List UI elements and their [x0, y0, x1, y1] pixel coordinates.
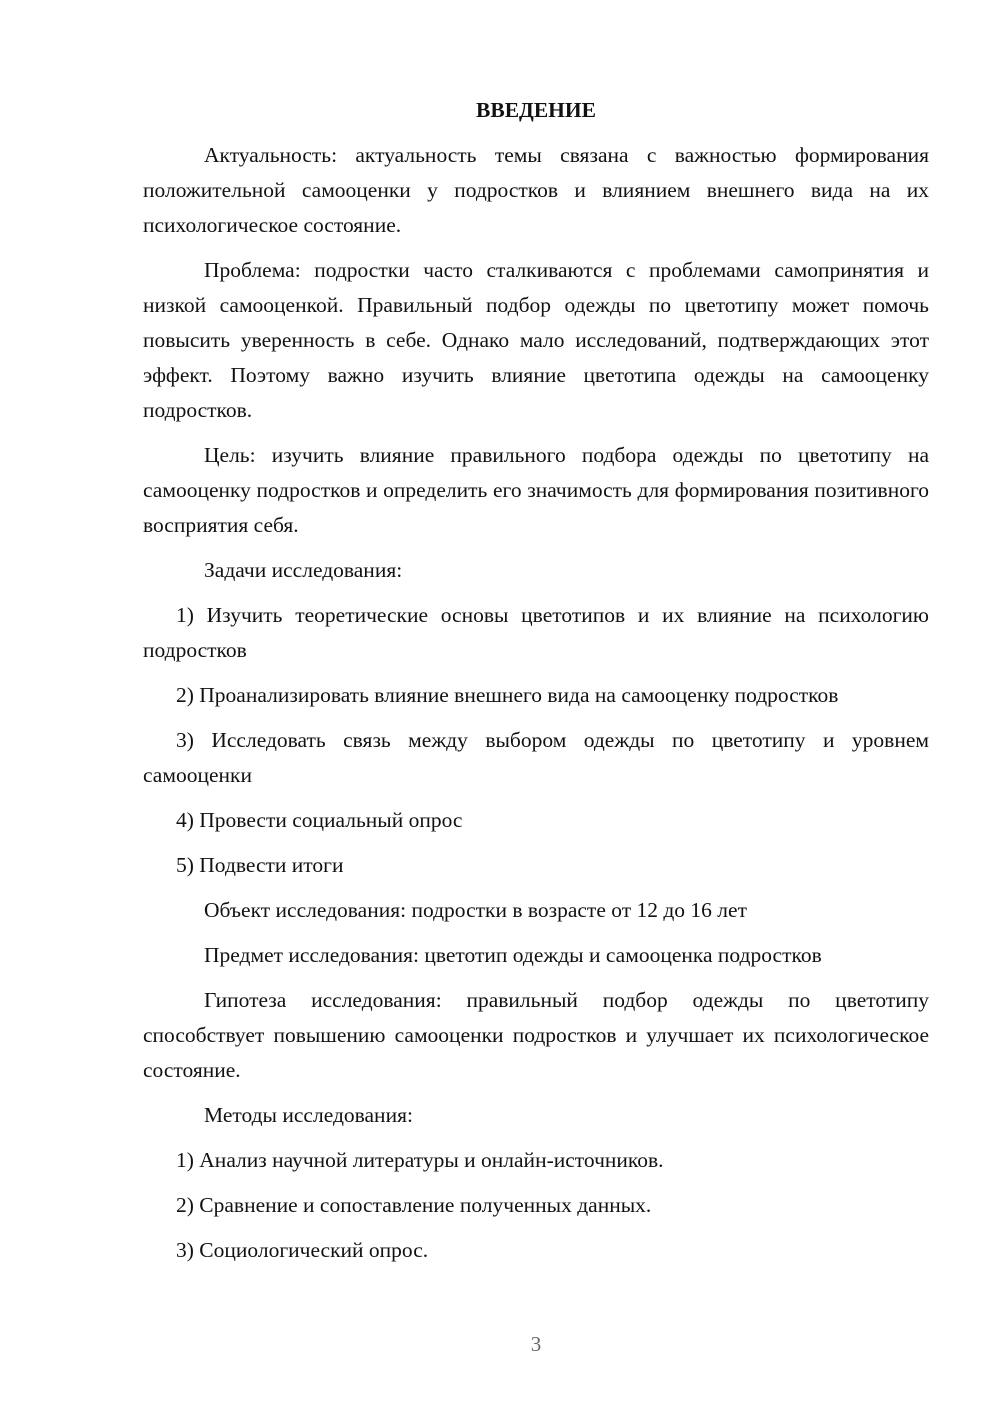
- method-item: 3) Социологический опрос.: [176, 1238, 429, 1262]
- task-item: 4) Провести социальный опрос: [176, 808, 463, 832]
- method-item: 2) Сравнение и сопоставление полученных данных.: [176, 1193, 652, 1217]
- task-item: 1) Изучить теоретические основы цветотипов и их влияние на психологию подростков: [143, 603, 929, 662]
- relevance-paragraph: Актуальность: актуальность темы связана с важностью формирования положительной самооценки у подростков и влиянием внешнего вида на их психологическое состояние.: [143, 143, 929, 237]
- task-item: 2) Проанализировать влияние внешнего вида на самооценку подростков: [176, 683, 839, 707]
- subject-paragraph: Предмет исследования: цветотип одежды и самооценка подростков: [204, 943, 822, 967]
- hypothesis-paragraph: Гипотеза исследования: правильный подбор одежды по цветотипу способствует повышению самооценки подростков и улучшает их психологическое состояние.: [143, 988, 929, 1082]
- task-item: 5) Подвести итоги: [176, 853, 344, 877]
- page-number: 3: [530, 1332, 542, 1356]
- goal-paragraph: Цель: изучить влияние правильного подбора одежды по цветотипу на самооценку подростков и определить его значимость для формирования позитивного восприятия себя.: [143, 443, 929, 537]
- tasks-heading: Задачи исследования:: [204, 558, 403, 582]
- task-item: 3) Исследовать связь между выбором одежды по цветотипу и уровнем самооценки: [143, 728, 929, 787]
- object-paragraph: Объект исследования: подростки в возрасте от 12 до 16 лет: [204, 898, 747, 922]
- problem-paragraph: Проблема: подростки часто сталкиваются с проблемами самопринятия и низкой самооценкой. Правильный подбор одежды по цветотипу может помочь повысить уверенность в себе. Однако мало исследований, подтверждающих этот эффект. Поэтому важно изучить влияние цветотипа одежды на самооценку подростков.: [143, 258, 929, 422]
- method-item: 1) Анализ научной литературы и онлайн-источников.: [176, 1148, 664, 1172]
- page-title: ВВЕДЕНИЕ: [476, 98, 596, 122]
- document-page: [143, 92, 929, 1278]
- methods-heading: Методы исследования:: [204, 1103, 413, 1127]
